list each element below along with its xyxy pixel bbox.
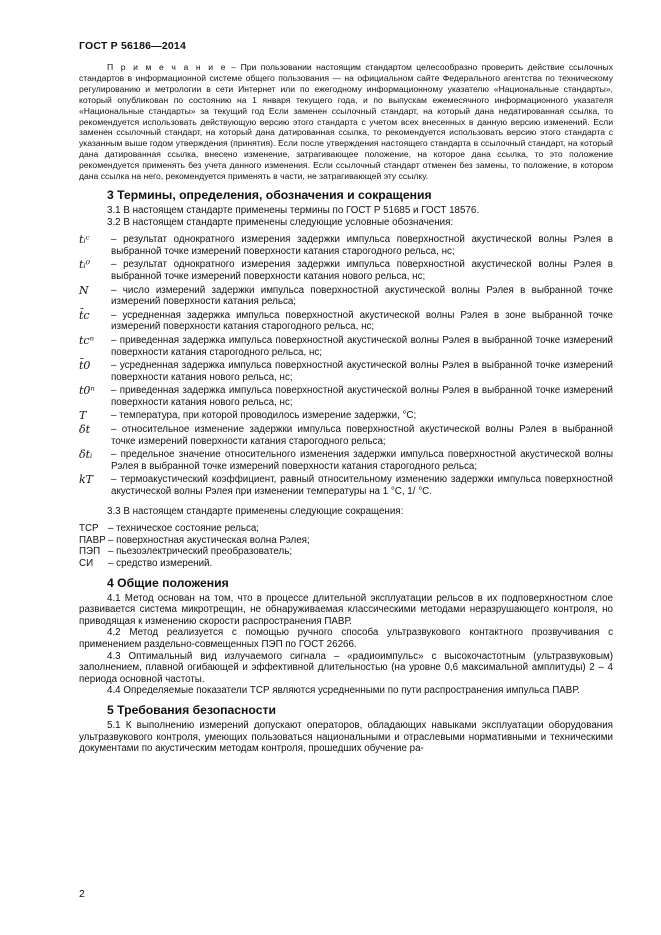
symbol-item xyxy=(79,424,613,447)
abbreviation-description: – техническое состояние рельса; xyxy=(108,523,260,535)
symbol-notation: N xyxy=(79,283,89,297)
symbol-description: – результат однократного измерения задержки импульса поверхностной акустической волны Рэлея в выбранной точке измерений поверхности катания нового рельса, нс; xyxy=(111,259,613,282)
reference-note xyxy=(79,62,613,182)
abbreviation-item xyxy=(79,523,613,535)
paragraph-3-3: 3.3 В настоящем стандарте применены следующие сокращения: xyxy=(107,505,404,517)
paragraph-4-3: 4.3 Оптимальный вид излучаемого сигнала – «радиоимпульс» с высокочастотным (ультразвуковым) заполнением, плавной огибающей и эффективной длительностью (на уровне 0,6 максимальной амплитуды) 2 – 4 периода основной частоты. xyxy=(79,650,613,685)
symbol-notation: T xyxy=(79,409,87,423)
symbol-notation: kT xyxy=(79,473,94,487)
section-4-title: 4 Общие положения xyxy=(107,575,229,590)
symbol-description: – приведенная задержка импульса поверхностной акустической волны Рэлея в выбранной точке измерений поверхности катания старогодного рельса, нс; xyxy=(111,334,613,358)
symbol-notation: tᵢ⁰ xyxy=(79,258,91,272)
note-label: П р и м е ч а н и е xyxy=(107,62,227,72)
symbol-description: – число измерений задержки импульса поверхностной акустической волны Рэлея в выбранной точке измерений поверхности катания рельса; xyxy=(111,284,613,308)
symbol-item xyxy=(79,474,613,497)
symbol-notation: δtᵢ xyxy=(79,448,93,462)
abbreviation-description: – пьезоэлектрический преобразователь; xyxy=(108,546,293,558)
symbol-item xyxy=(79,449,613,472)
symbol-description: – результат однократного измерения задержки импульса поверхностной акустической волны Рэлея в выбранной точке измерений поверхности катания старогодного рельса, нс; xyxy=(111,234,613,257)
page-number: 2 xyxy=(79,888,85,900)
symbol-item xyxy=(79,360,613,383)
symbol-item xyxy=(79,234,613,257)
abbreviation-term: СИ xyxy=(79,558,94,569)
symbol-description: – предельное значение относительного изменения задержки импульса поверхностной акустической волны Рэлея в выбранной точке измерений поверхности катания старогодного рельса; xyxy=(111,449,613,472)
abbreviation-description: – поверхностная акустическая волна Рэлея; xyxy=(108,534,310,546)
symbol-description: – приведенная задержка импульса поверхностной акустической волны Рэлея в выбранной точке измерений поверхности катания нового рельса, нс; xyxy=(111,385,613,408)
symbol-item xyxy=(79,385,613,408)
symbol-item xyxy=(79,335,613,358)
section-5-title: 5 Требования безопасности xyxy=(107,702,276,717)
paragraph-3-1: 3.1 В настоящем стандарте применены термины по ГОСТ Р 51685 и ГОСТ 18576. xyxy=(107,204,480,216)
abbreviation-item xyxy=(79,535,613,547)
symbol-notation: t̄0 xyxy=(79,359,91,373)
paragraph-3-2: 3.2 В настоящем стандарте применены следующие условные обозначения: xyxy=(107,216,454,228)
abbreviation-term: ПАВР xyxy=(79,534,106,546)
symbol-notation: t0ⁿ xyxy=(79,384,95,398)
section-3-title: 3 Термины, определения, обозначения и сокращения xyxy=(107,187,432,202)
symbol-item xyxy=(79,259,613,282)
abbreviation-term: ПЭП xyxy=(79,546,101,558)
symbol-description: – усредненная задержка импульса поверхностной акустической волны Рэлея в выбранной точке измерений поверхности катания нового рельса, нс; xyxy=(111,360,613,383)
symbol-item xyxy=(79,410,613,422)
paragraph-4-1: 4.1 Метод основан на том, что в процессе длительной эксплуатации рельсов в их подповерхностном слое развивается система микротрещин, не обнаруживаемая классическими методами неразрушающего контроля, но приводящая к изменению скорости распространения ПАВР. xyxy=(79,592,613,627)
document-header: ГОСТ Р 56186—2014 xyxy=(79,40,187,52)
symbol-notation: t̄c xyxy=(79,308,90,322)
abbreviation-list xyxy=(79,523,613,569)
symbol-description: – относительное изменение задержки импульса поверхностной акустической волны Рэлея в выбранной точке измерений поверхности катания старогодного рельса; xyxy=(111,424,613,447)
symbol-description: – термоакустический коэффициент, равный относительному изменению задержки импульса поверхностной акустической волны Рэлея при изменении температуры на 1 °С, 1/ °С. xyxy=(111,474,613,498)
symbol-item xyxy=(79,310,613,333)
symbol-notation: tᵢᶜ xyxy=(79,233,90,247)
note-text: – При пользовании настоящим стандартом целесообразно проверить действие ссылочных стандартов в информационной системе общего пользования — на официальном сайте Федерального агентства по техническому регулированию и метрологии в сети Интернет или по ежегодному информационному указателю «Национальные стандарты», который опубликован по состоянию на 1 января текущего года, и по выпускам ежемесячного информационного указателя «Национальные стандарты» за текущий год Если заменен ссылочный стандарт, на который дана недатированная ссылка, то рекомендуется использовать действующую версию этого стандарта с учетом всех внесенных в данную версию изменений. Если заменен ссылочный стандарт, на который дана датированная ссылка, то рекомендуется использовать версию этого стандарта с указанным выше годом утверждения (принятия). Если после утверждения настоящего стандарта в ссылочный стандарт, на который дана датированная ссылка, внесено изменение, затрагивающее положение, на которое дана ссылка, то это положение рекомендуется применять без учета данного изменения. Если ссылочный стандарт отменен без замены, то положение, в котором дана ссылка на него, рекомендуется применять в части, не затрагивающей эту ссылку. xyxy=(79,62,614,182)
symbol-notation: δt xyxy=(79,423,91,437)
abbreviation-term: ТСР xyxy=(79,523,99,535)
symbol-item xyxy=(79,285,613,308)
paragraph-5-1: 5.1 К выполнению измерений допускают операторов, обладающих навыками эксплуатации оборудования ультразвукового контроля, умеющих пользоваться национальными и отраслевыми нормативными и техническими документами по акустическим методам контроля, прошедших обучение ра- xyxy=(79,719,613,755)
abbreviation-item xyxy=(79,546,613,558)
symbol-notation: tcⁿ xyxy=(79,333,95,347)
symbol-description: – температура, при которой проводилось измерение задержки, °С; xyxy=(111,410,417,422)
paragraph-4-2: 4.2 Метод реализуется с помощью ручного способа ультразвукового контактного прозвучивания с применением раздельно-совмещенных ПЭП по ГОСТ 26266. xyxy=(79,627,613,650)
symbol-list xyxy=(79,234,613,497)
abbreviation-item xyxy=(79,558,613,570)
abbreviation-description: – средство измерений. xyxy=(108,558,213,569)
symbol-description: – усредненная задержка импульса поверхностной акустической волны Рэлея в зоне выбранной точке измерений поверхности катания старогодного рельса, нс; xyxy=(111,309,613,333)
document-body xyxy=(79,62,613,755)
paragraph-4-4: 4.4 Определяемые показатели ТСР являются усредненными по пути распространения импульса ПАВР. xyxy=(107,685,580,697)
